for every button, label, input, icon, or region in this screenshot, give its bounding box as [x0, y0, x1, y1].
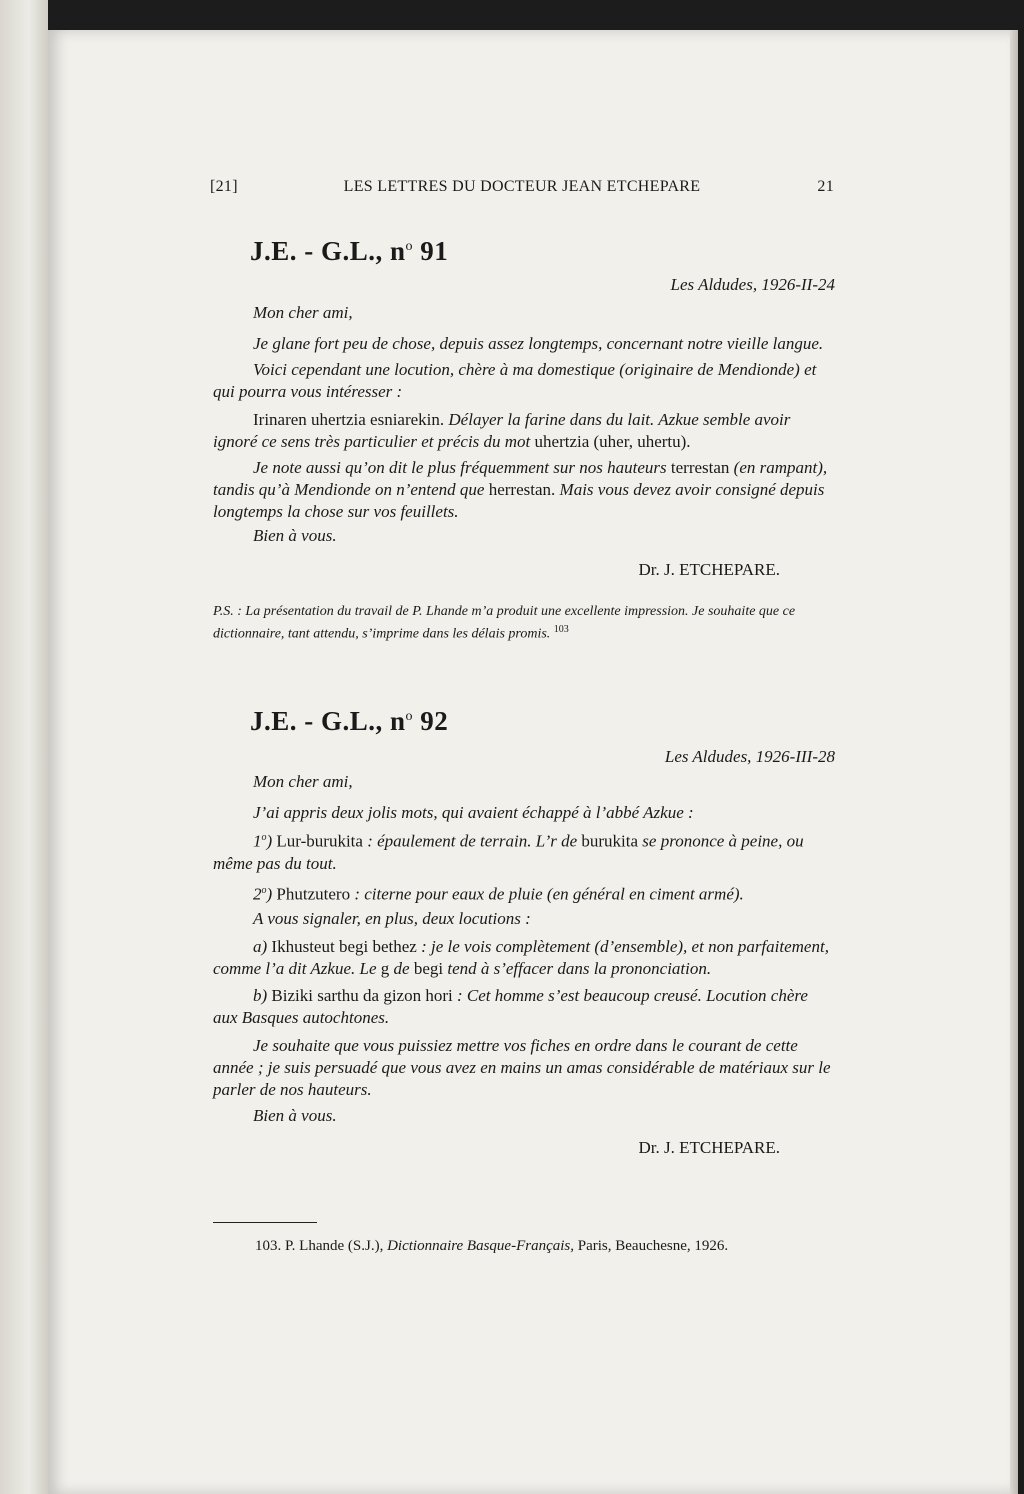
letter-91-title-sup: o: [405, 239, 414, 254]
letter-91-salutation: Mon cher ami,: [253, 303, 353, 322]
basque-word: uhertzia (uher, uhertu).: [534, 432, 691, 451]
basque-word: burukita: [581, 831, 639, 851]
letter-92-locution-a: [213, 936, 835, 980]
italic-text: Je note aussi qu’on dit le plus fréquemment sur nos hauteurs: [253, 458, 671, 477]
footnote-lead: 103. P. Lhande (S.J.),: [255, 1238, 388, 1254]
letter-91-title: J.E. - G.L., n: [250, 236, 406, 266]
basque-word: Lur-burukita: [272, 831, 363, 851]
basque-word: herrestan.: [488, 480, 556, 499]
letter-92-number: 92: [413, 706, 449, 736]
page-number: 21: [817, 178, 834, 195]
letter-92-signature: Dr. J. ETCHEPARE.: [638, 1138, 780, 1158]
letter-91-paragraph-3: [213, 409, 835, 453]
basque-phrase: Irinaren uhertzia esniarekin.: [253, 410, 445, 429]
letter-92-place-date: Les Aldudes, 1926-III-28: [664, 747, 835, 766]
italic-text: : épaulement de terrain. L’r de: [362, 831, 582, 851]
running-head-title: LES LETTRES DU DOCTEUR JEAN ETCHEPARE: [343, 178, 701, 195]
letter-91-signature: Dr. J. ETCHEPARE.: [638, 560, 780, 579]
letter-92-heading: [250, 706, 448, 737]
letter-91-paragraph-2: Voici cependant une locution, chère à ma domestique (originaire de Mendionde) et qui pourra vous intéresser :: [213, 360, 817, 401]
letter-91-heading: [250, 236, 448, 267]
letter-91-closing: Bien à vous.: [253, 526, 337, 545]
letter-92-salutation: Mon cher ami,: [253, 772, 353, 791]
basque-phrase: Ikhusteut begi bethez: [267, 937, 417, 957]
letter-92-body: [213, 746, 835, 1159]
footnote-ref: 103: [553, 624, 569, 635]
letter-92-item-1: 1$^o$) Lur-burukita : épaulement de terrain. L’r de burukita se prononce à peine, ou même pas du tout.: [213, 831, 804, 873]
letter-92-title-sup: o: [405, 709, 414, 724]
italic-text: : citerne pour eaux de pluie (en général en ciment armé).: [350, 884, 744, 904]
running-head-left: [21]: [210, 178, 238, 195]
italic-text: : je le vois complètement (d’ensemble), et non parfaitement, comme l’a dit Azkue. Le: [213, 937, 829, 979]
italic-text: tend à s’effacer dans la prononciation.: [443, 959, 712, 979]
letter-92-paragraph-2: A vous signaler, en plus, deux locutions :: [253, 909, 531, 929]
letter-91-paragraph-1: Je glane fort peu de chose, depuis assez longtemps, concernant notre vieille langue.: [253, 334, 824, 353]
footnote-title: Dictionnaire Basque-Français,: [387, 1238, 574, 1254]
item-label: a): [253, 937, 268, 957]
basque-word: terrestan: [670, 458, 730, 477]
basque-word: begi: [413, 959, 444, 979]
item-label: b): [253, 986, 268, 1006]
letter-92-item-2: 2$^o$) Phutzutero : citerne pour eaux de pluie (en général en ciment armé).: [253, 884, 744, 904]
basque-word: Phutzutero: [272, 884, 351, 904]
letter-92-paragraph-1: J’ai appris deux jolis mots, qui avaient échappé à l’abbé Azkue :: [253, 803, 694, 822]
item-number: 1: [253, 831, 262, 851]
footnote-tail: Paris, Beauchesne, 1926.: [574, 1238, 729, 1254]
italic-text: : Cet homme s’est beaucoup creusé. Locution chère aux Basques autochtones.: [213, 986, 808, 1028]
item-number: 2: [253, 884, 262, 904]
left-page-edge: [0, 0, 48, 1494]
right-page-edge: [1010, 30, 1018, 1494]
footnote-103: [255, 1238, 728, 1255]
footnote-rule: [213, 1222, 317, 1223]
italic-text: Mais vous devez avoir consigné depuis longtemps la chose sur vos feuillets.: [213, 480, 825, 521]
letter-91-place-date: Les Aldudes, 1926-II-24: [670, 275, 835, 294]
italic-text: se prononce à peine, ou même pas du tout.: [213, 831, 804, 873]
letter-92-locution-b: [213, 985, 835, 1029]
postscript-text: P.S. : La présentation du travail de P. Lhande m’a produit une excellente impression. Je souhaite que ce dictionnaire, tant attendu, s’imprime dans les délais promis.: [213, 604, 796, 642]
basque-word: g: [380, 959, 390, 979]
letter-92-closing: Bien à vous.: [253, 1106, 337, 1126]
basque-phrase: Biziki sarthu da gizon hori: [267, 986, 453, 1006]
letter-91-paragraph-4: [213, 457, 835, 523]
letter-92-paragraph-3: Je souhaite que vous puissiez mettre vos fiches en ordre dans le courant de cette année ; je suis persuadé que vous avez en mains un amas considérable de matériaux sur le parler de nos hauteurs.: [213, 1036, 831, 1100]
italic-text: (en rampant), tandis qu’à Mendionde on n’entend que: [213, 458, 828, 499]
letter-91-body: [213, 274, 835, 644]
letter-91-number: 91: [413, 236, 449, 266]
letter-92-title: J.E. - G.L., n: [250, 706, 406, 736]
italic-text: Délayer la farine dans du lait. Azkue semble avoir ignoré ce sens très particulier et précis du mot: [213, 410, 791, 451]
letter-91-postscript: [213, 603, 835, 644]
italic-text: de: [389, 959, 414, 979]
